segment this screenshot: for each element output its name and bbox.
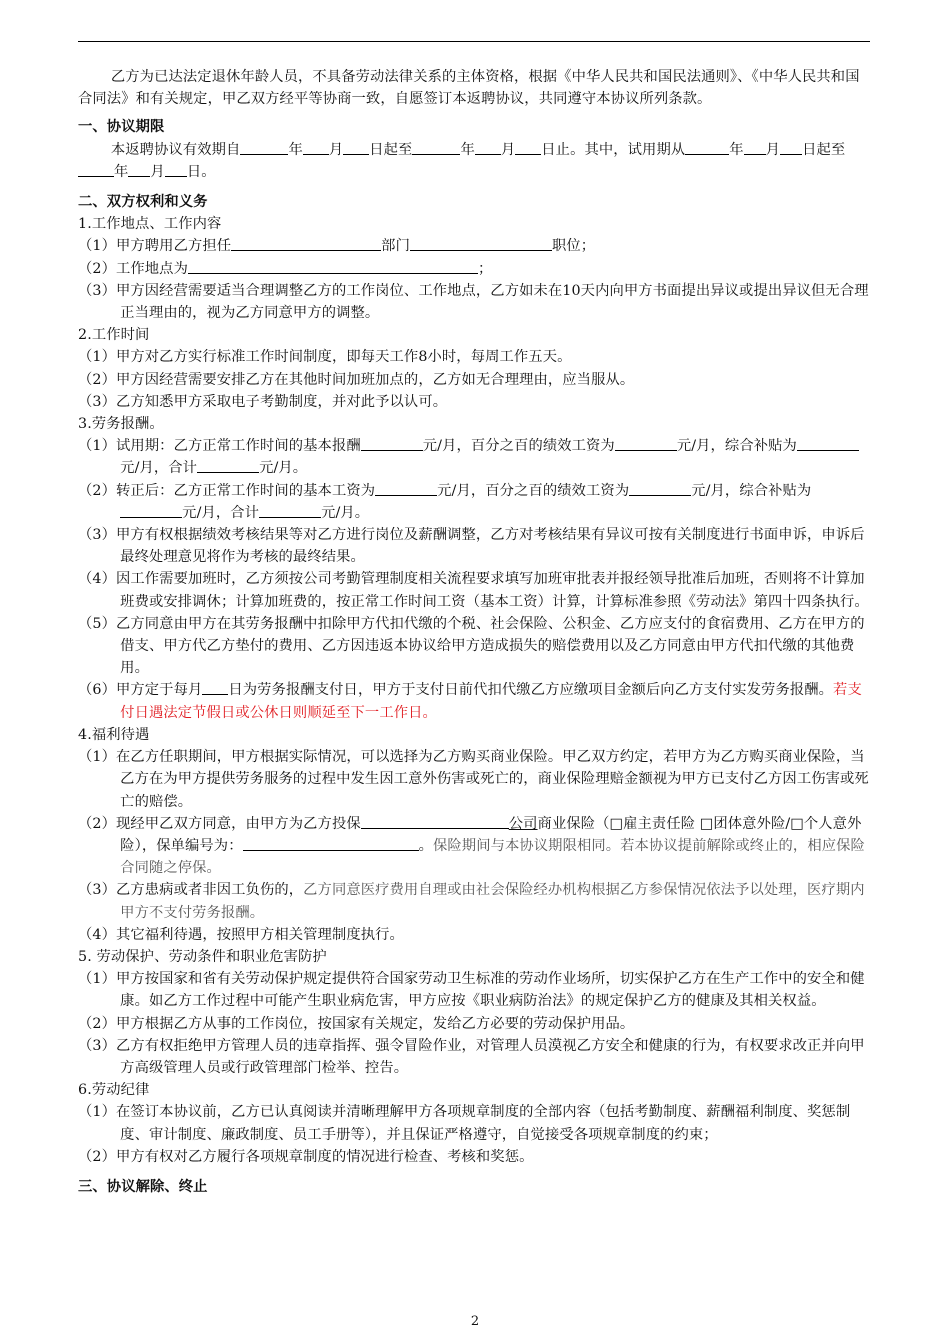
blank-trial-start-day[interactable] — [780, 139, 802, 155]
blank-trial-performance-pay[interactable] — [615, 435, 677, 451]
term-paragraph: 本返聘协议有效期自 年 月 日起至 年 月 日止。其中，试用期从 年 月 日起至年 月 日。 — [78, 139, 873, 183]
blank-start-day[interactable] — [343, 139, 369, 155]
item-2-3-5: （5）乙方同意由甲方在其劳务报酬中扣除甲方代扣代缴的个税、社会保险、公积金、乙方应支付的食宿费用、乙方在甲方的借支、甲方代乙方垫付的费用、乙方因违返本协议给甲方造成损失的赔偿费用以及乙方同意由甲方代扣代缴的其他费用。 — [78, 615, 865, 677]
item-2-4-1: （1）在乙方任职期间，甲方根据实际情况，可以选择为乙方购买商业保险。甲乙双方约定，若甲方为乙方购买商业保险，当乙方在为甲方提供劳务服务的过程中发生因工意外伤害或死亡的，商业保险理赔金额视为甲方已支付乙方因工伤害或死亡的赔偿。 — [78, 749, 869, 810]
item-2-3-4: （4）因工作需要加班时，乙方须按公司考勤管理制度相关流程要求填写加班审批表并报经领导批准后加班，否则将不计算加班费或安排调休；计算加班费的，按正常工作时间工资（基本工资）计算，计算标准参照《劳动法》第四十四条执行。 — [78, 571, 869, 610]
blank-regular-subsidy[interactable] — [120, 502, 182, 518]
item-2-4-4: （4）其它福利待遇，按照甲方相关管理制度执行。 — [78, 926, 404, 943]
item-2-3-6: （6）甲方定于每月 日为劳务报酬支付日，甲方于支付日前代扣代缴乙方应缴项目金额后向乙方支付实发劳务报酬。若支付日遇法定节假日或公休日则顺延至下一工作日。 — [78, 679, 873, 723]
blank-trial-subsidy[interactable] — [797, 435, 859, 451]
insurance-period-note: 保险期间与本协议期限相同。若本协议提前解除或终止的，相应保险合同随之停保。 — [120, 837, 865, 877]
blank-trial-total[interactable] — [197, 457, 259, 473]
item-2-5-3: （3）乙方有权拒绝甲方管理人员的违章指挥、强令冒险作业，对管理人员漠视乙方安全和健康的行为，有权要求改正并向甲方高级管理人员或行政管理部门检举、控告。 — [78, 1037, 865, 1076]
blank-regular-total[interactable] — [259, 502, 321, 518]
blank-pay-day[interactable] — [202, 679, 228, 695]
page-number: 2 — [470, 1314, 480, 1329]
item-2-2-3: （3）乙方知悉甲方采取电子考勤制度，并对此予以认可。 — [78, 393, 448, 410]
blank-trial-end-month[interactable] — [128, 161, 150, 177]
blank-department[interactable] — [231, 235, 381, 251]
item-2-6-1: （1）在签订本协议前，乙方已认真阅读并清晰理解甲方各项规章制度的全部内容（包括考勤制度、薪酬福利制度、奖惩制度、审计制度、廉政制度、员工手册等），并且保证严格遵守，自觉接受各项规章制度的约束； — [78, 1104, 851, 1143]
blank-end-day[interactable] — [515, 139, 541, 155]
section-2-heading: 二、双方权利和义务 — [78, 194, 208, 211]
item-2-1-2: （2）工作地点为 ； — [78, 258, 873, 280]
item-2-1-1: （1）甲方聘用乙方担任 部门 职位； — [78, 235, 873, 257]
blank-end-year[interactable] — [412, 139, 460, 155]
subsection-4-heading: 4.福利待遇 — [78, 726, 150, 743]
document-body — [78, 56, 873, 1198]
subsection-6-heading: 6.劳动纪律 — [78, 1082, 150, 1099]
item-2-3-1: （1）试用期：乙方正常工作时间的基本报酬 元/月，百分之百的绩效工资为 元/月，综合补贴为元/月，合计 元/月。 — [78, 435, 873, 479]
subsection-2-heading: 2.工作时间 — [78, 327, 150, 344]
intro-paragraph: 乙方为已达法定退休年龄人员，不具备劳动法律关系的主体资格，根据《中华人民共和国民法通则》、《中华人民共和国合同法》和有关规定，甲乙双方经平等协商一致，自愿签订本返聘协议，共同遵守本协议所列条款。 — [78, 69, 860, 108]
header-rule — [78, 41, 870, 42]
blank-work-location[interactable] — [188, 258, 478, 274]
blank-end-month[interactable] — [475, 139, 501, 155]
blank-regular-base-pay[interactable] — [375, 480, 437, 496]
item-2-3-2: （2）转正后：乙方正常工作时间的基本工资为 元/月，百分之百的绩效工资为 元/月，综合补贴为元/月，合计 元/月。 — [78, 480, 873, 524]
item-2-3-3: （3）甲方有权根据绩效考核结果等对乙方进行岗位及薪酬调整，乙方对考核结果有异议可按有关制度进行书面申诉，申诉后最终处理意见将作为考核的最终结果。 — [78, 527, 865, 566]
section-1-heading: 一、协议期限 — [78, 119, 165, 136]
blank-trial-end-year[interactable] — [78, 161, 114, 177]
item-2-6-2: （2）甲方有权对乙方履行各项规章制度的情况进行检查、考核和奖惩。 — [78, 1148, 534, 1165]
blank-start-month[interactable] — [303, 139, 329, 155]
blank-trial-end-day[interactable] — [165, 161, 187, 177]
blank-start-year[interactable] — [240, 139, 288, 155]
subsection-3-heading: 3.劳务报酬。 — [78, 416, 164, 433]
blank-trial-start-month[interactable] — [744, 139, 766, 155]
subsection-5-heading: 5. 劳动保护、劳动条件和职业危害防护 — [78, 948, 327, 965]
subsection-1-heading: 1.工作地点、工作内容 — [78, 216, 222, 233]
item-2-2-2: （2）甲方因经营需要安排乙方在其他时间加班加点的，乙方如无合理理由，应当服从。 — [78, 371, 635, 388]
item-2-1-3: （3）甲方因经营需要适当合理调整乙方的工作岗位、工作地点，乙方如未在10天内向甲方书面提出异议或提出异议但无合理正当理由的，视为乙方同意甲方的调整。 — [78, 282, 869, 322]
item-2-5-2: （2）甲方根据乙方从事的工作岗位，按国家有关规定，发给乙方必要的劳动保护用品。 — [78, 1015, 635, 1032]
section-3-heading: 三、协议解除、终止 — [78, 1178, 208, 1195]
blank-trial-start-year[interactable] — [685, 139, 729, 155]
item-2-2-1: （1）甲方对乙方实行标准工作时间制度，即每天工作8小时，每周工作五天。 — [78, 349, 572, 366]
blank-policy-number[interactable] — [243, 835, 419, 851]
holiday-deferral-note: 若支付日遇法定节假日或公休日则顺延至下一工作日。 — [120, 682, 862, 721]
item-2-4-2: （2）现经甲乙双方同意，由甲方为乙方投保 公司商业保险（□雇主责任险 □团体意外险/□个人意外险），保单编号为： 。保险期间与本协议期限相同。若本协议提前解除或终止的，相应保险合同随之停保。 — [78, 813, 873, 880]
blank-insurer[interactable] — [361, 813, 509, 829]
blank-regular-performance-pay[interactable] — [629, 480, 691, 496]
item-2-5-1: （1）甲方按国家和省有关劳动保护规定提供符合国家劳动卫生标准的劳动作业场所，切实保护乙方在生产工作中的安全和健康。如乙方工作过程中可能产生职业病危害，甲方应按《职业病防治法》的规定保护乙方的健康及其相关权益。 — [78, 971, 865, 1010]
item-2-4-3: （3）乙方患病或者非因工负伤的，乙方同意医疗费用自理或由社会保险经办机构根据乙方参保情况依法予以处理，医疗期内甲方不支付劳务报酬。 — [78, 882, 865, 921]
blank-position[interactable] — [410, 235, 552, 251]
blank-trial-base-pay[interactable] — [361, 435, 423, 451]
